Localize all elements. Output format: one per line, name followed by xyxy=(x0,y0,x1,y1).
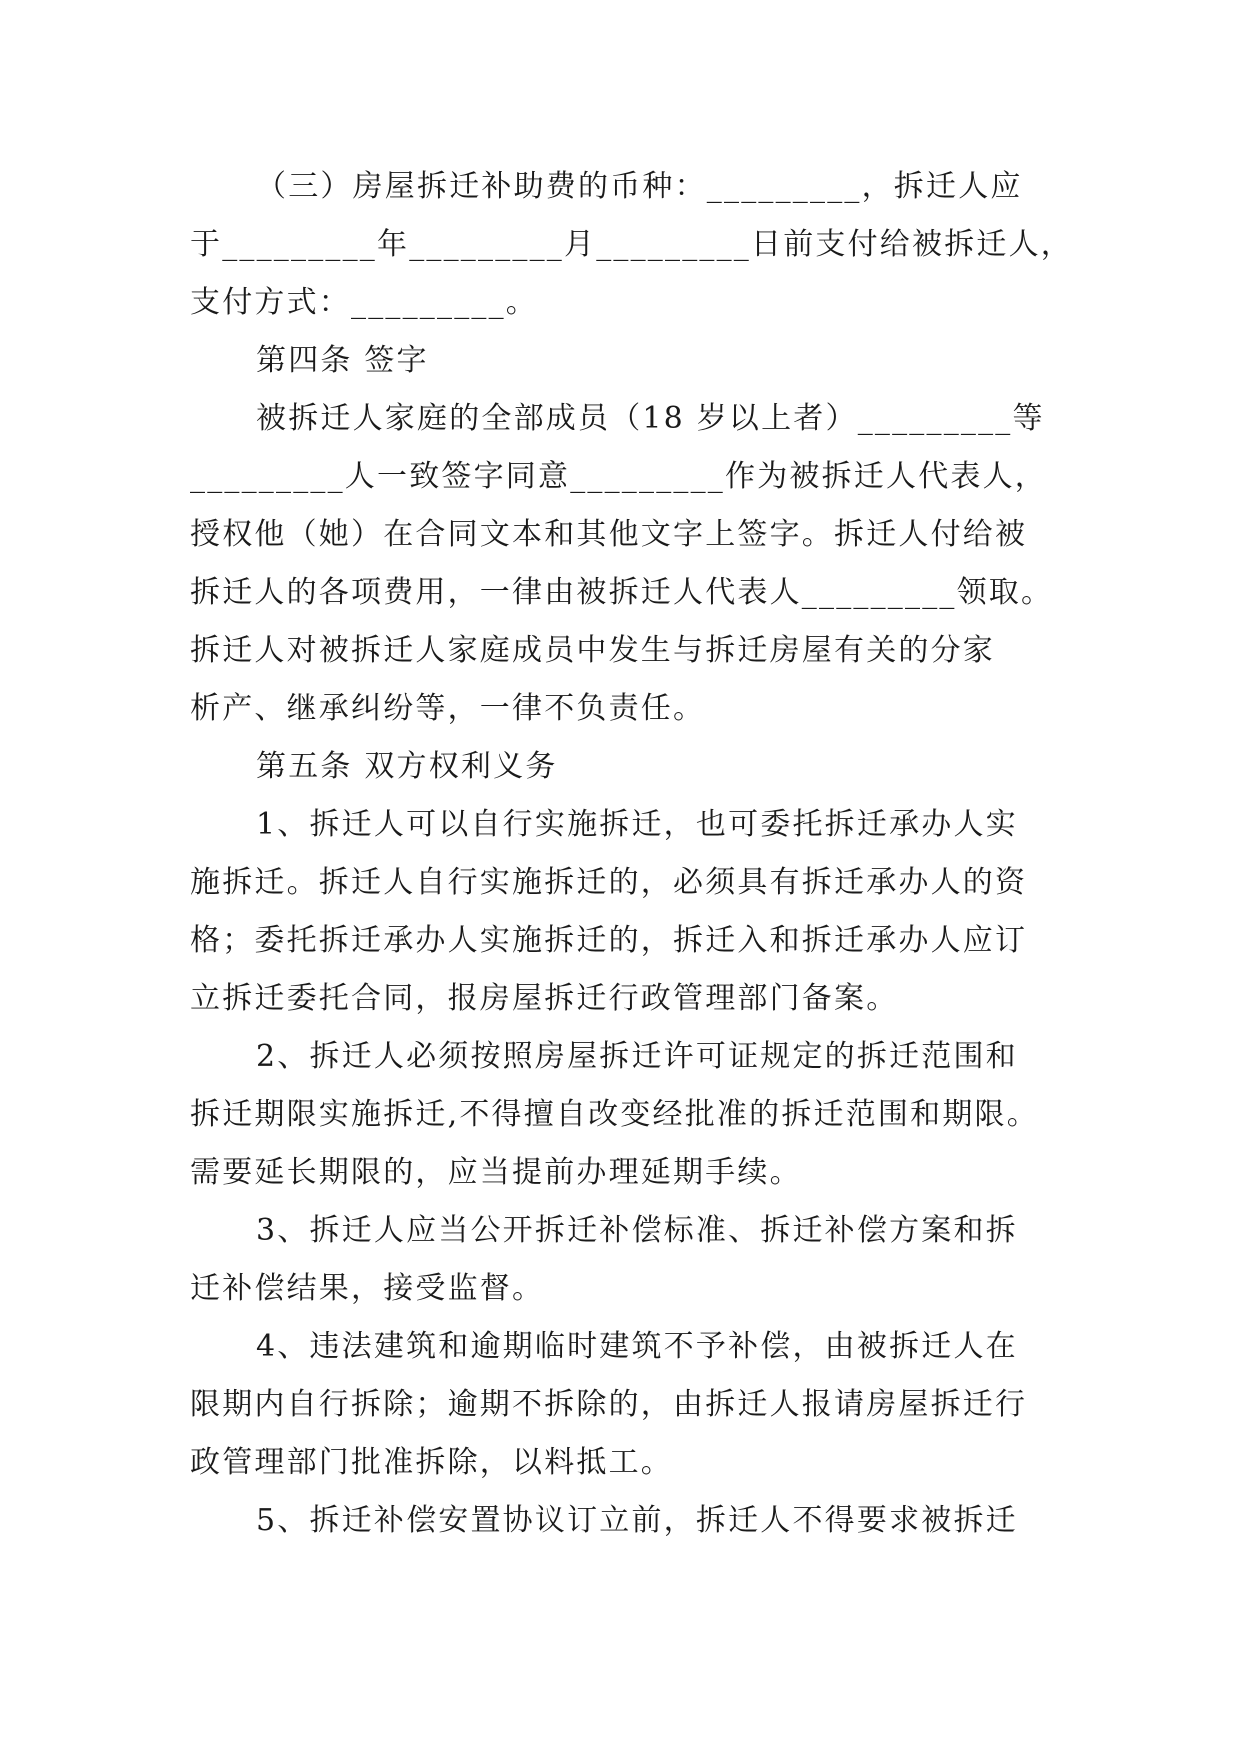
paragraph-line: 拆迁人对被拆迁人家庭成员中发生与拆迁房屋有关的分家 xyxy=(190,633,995,668)
paragraph-line: 迁补偿结果，接受监督。 xyxy=(190,1271,545,1306)
paragraph-line: 授权他（她）在合同文本和其他文字上签字。拆迁人付给被 xyxy=(190,517,1028,552)
paragraph-line: 被拆迁人家庭的全部成员（18 岁以上者）_________等 xyxy=(256,401,1045,436)
paragraph-line: 立拆迁委托合同，报房屋拆迁行政管理部门备案。 xyxy=(190,981,899,1016)
paragraph-line: 析产、继承纠纷等，一律不负责任。 xyxy=(190,691,706,726)
paragraph-line: _________人一致签字同意_________作为被拆迁人代表人， xyxy=(190,459,1047,494)
paragraph-line: 限期内自行拆除；逾期不拆除的，由拆迁人报请房屋拆迁行 xyxy=(190,1387,1028,1422)
paragraph-line: 3、拆迁人应当公开拆迁补偿标准、拆迁补偿方案和拆 xyxy=(256,1213,1018,1248)
section-heading: 第五条 双方权利义务 xyxy=(256,749,558,784)
document-page xyxy=(190,158,1073,1550)
paragraph-line: 于_________年_________月_________日前支付给被拆迁人， xyxy=(190,227,1073,262)
paragraph-line: 需要延长期限的，应当提前办理延期手续。 xyxy=(190,1155,802,1190)
paragraph-line: 政管理部门批准拆除，以料抵工。 xyxy=(190,1445,673,1480)
paragraph-line: 支付方式：_________。 xyxy=(190,285,538,320)
paragraph-line: 5、拆迁补偿安置协议订立前，拆迁人不得要求被拆迁 xyxy=(256,1503,1018,1538)
paragraph-line: 格；委托拆迁承办人实施拆迁的，拆迁入和拆迁承办人应订 xyxy=(190,923,1028,958)
paragraph-line: 施拆迁。拆迁人自行实施拆迁的，必须具有拆迁承办人的资 xyxy=(190,865,1028,900)
paragraph-line: 拆迁人的各项费用，一律由被拆迁人代表人_________领取。 xyxy=(190,575,1054,610)
paragraph-line: （三）房屋拆迁补助费的币种：_________，拆迁人应 xyxy=(256,169,1023,204)
paragraph-line: 1、拆迁人可以自行实施拆迁，也可委托拆迁承办人实 xyxy=(256,807,1018,842)
paragraph-line: 4、违法建筑和逾期临时建筑不予补偿，由被拆迁人在 xyxy=(256,1329,1018,1364)
paragraph-line: 拆迁期限实施拆迁,不得擅自改变经批准的拆迁范围和期限。 xyxy=(190,1097,1039,1132)
paragraph-line: 2、拆迁人必须按照房屋拆迁许可证规定的拆迁范围和 xyxy=(256,1039,1018,1074)
section-heading: 第四条 签字 xyxy=(256,343,429,378)
